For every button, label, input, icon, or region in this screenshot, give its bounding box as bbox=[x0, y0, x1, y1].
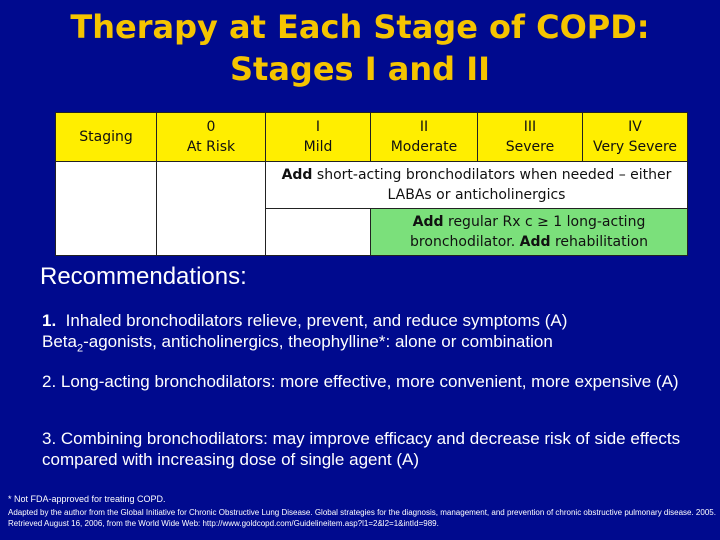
rehabilitation-text: rehabilitation bbox=[554, 234, 648, 250]
title-line-1: Therapy at Each Stage of COPD: bbox=[70, 8, 650, 46]
beta-subscript: 2 bbox=[76, 342, 84, 355]
recommendation-3: 3. Combining bronchodilators: may improve efficacy and decrease risk of side effects compared with increasing dose of single agent (A) bbox=[42, 429, 681, 469]
stage-2-name: Moderate bbox=[390, 139, 458, 155]
stage-1-name: Mild bbox=[303, 139, 333, 155]
stage-4-num: IV bbox=[628, 119, 642, 135]
add-label: Add bbox=[519, 234, 551, 250]
staging-empty-cell bbox=[56, 162, 157, 256]
stage-3-cell bbox=[478, 113, 583, 162]
short-acting-text: short-acting bronchodilators when needed – either LABAs or anticholinergics bbox=[316, 167, 672, 203]
footnote bbox=[8, 494, 718, 529]
recommendation-1-line1: Inhaled bronchodilators relieve, prevent, and reduce symptoms (A) bbox=[65, 311, 568, 330]
stage-1-empty-cell bbox=[266, 209, 371, 256]
fda-footnote: * Not FDA-approved for treating COPD. bbox=[8, 494, 166, 504]
add-label: Add bbox=[281, 167, 313, 183]
recommendations-heading: Recommendations: bbox=[40, 263, 247, 290]
stage-1-num: I bbox=[315, 119, 321, 135]
stage-0-name: At Risk bbox=[186, 139, 236, 155]
short-acting-cell bbox=[266, 162, 688, 209]
stage-4-name: Very Severe bbox=[592, 139, 678, 155]
staging-table bbox=[55, 112, 688, 256]
long-acting-cell bbox=[371, 209, 688, 256]
stage-2-num: II bbox=[419, 119, 429, 135]
beta-text: Beta bbox=[42, 332, 77, 351]
recommendation-1 bbox=[42, 310, 702, 359]
recommendation-1-number: 1. bbox=[42, 311, 57, 330]
recommendation-2: 2. Long-acting bronchodilators: more effective, more convenient, more expensive (A) bbox=[42, 372, 679, 391]
therapy-row-1 bbox=[56, 162, 688, 209]
title-line-2: Stages I and II bbox=[229, 50, 490, 88]
add-label: Add bbox=[412, 214, 444, 230]
long-acting-text: regular Rx c ≥ 1 long-acting bronchodilator. bbox=[410, 214, 646, 250]
slide-title bbox=[0, 6, 720, 90]
staging-label: Staging bbox=[56, 113, 157, 162]
stage-0-num: 0 bbox=[206, 119, 216, 135]
stage-0-empty-cell bbox=[157, 162, 266, 256]
source-citation: Adapted by the author from the Global Initiative for Chronic Obstructive Lung Disease. Global strategies for the diagnosis, management, and prevention of chronic obstructive pulmonary disease. 2005. Retrieved August 16, 2006, from the World Wide Web: http://www.goldcopd.com/Guidelineitem.asp?l1=2&l2=1&intId=989. bbox=[8, 508, 716, 528]
stage-0-cell bbox=[157, 113, 266, 162]
stage-3-name: Severe bbox=[505, 139, 555, 155]
stage-1-cell bbox=[266, 113, 371, 162]
staging-header-row bbox=[56, 113, 688, 162]
stage-2-cell bbox=[371, 113, 478, 162]
stage-4-cell bbox=[583, 113, 688, 162]
recommendation-1-line2: -agonists, anticholinergics, theophylline*: alone or combination bbox=[83, 332, 553, 351]
stage-3-num: III bbox=[523, 119, 537, 135]
